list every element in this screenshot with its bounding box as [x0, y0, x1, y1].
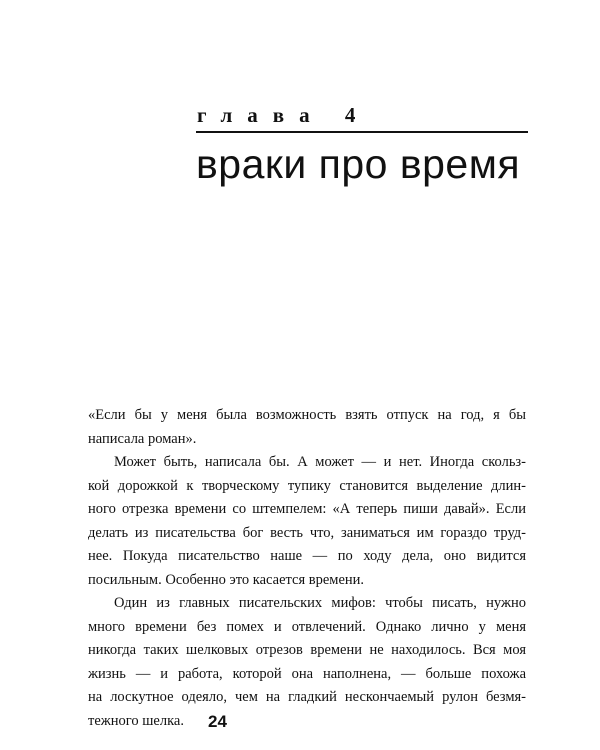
paragraph-3: [88, 592, 526, 733]
text-line: на лоскутное одеяло, чем на гладкий нескончаемый рулон безмя-: [88, 689, 526, 705]
text-line: нее. Покуда писательство наше — по ходу дела, оно видится: [88, 548, 526, 564]
paragraph-2: [88, 451, 526, 592]
text-line: никогда таких шелковых отрезов времени не находилось. Вся моя: [88, 642, 526, 658]
chapter-title: враки про время: [196, 141, 521, 187]
text-line: написала роман».: [88, 430, 197, 447]
paragraph-1: [88, 404, 526, 451]
text-line: Один из главных писательских мифов: чтобы писать, нужно: [114, 595, 526, 611]
text-line: Может быть, написала бы. А может — и нет. Иногда скольз-: [114, 454, 526, 470]
text-line: много времени без помех и отвлечений. Однако лично у меня: [88, 618, 526, 635]
text-line: кой дорожкой к творческому тупику становится выделение длин-: [88, 477, 526, 494]
page-number: 24: [208, 712, 227, 731]
text-line: делать из писательства бог весть что, заниматься им гораздо труд-: [88, 524, 526, 541]
body-text: [88, 404, 526, 733]
text-line: посильным. Особенно это касается времени.: [88, 571, 365, 588]
chapter-rule: [196, 131, 528, 133]
text-line: «Если бы у меня была возможность взять отпуск на год, я бы: [88, 407, 526, 423]
text-line: тежного шелка.: [88, 712, 184, 729]
chapter-label: глава 4: [197, 103, 371, 127]
text-line: ного отрезка времени со штемпелем: «А теперь пиши давай». Если: [88, 501, 526, 517]
text-line: жизнь — и работа, которой она наполнена, — больше похожа: [88, 665, 526, 682]
